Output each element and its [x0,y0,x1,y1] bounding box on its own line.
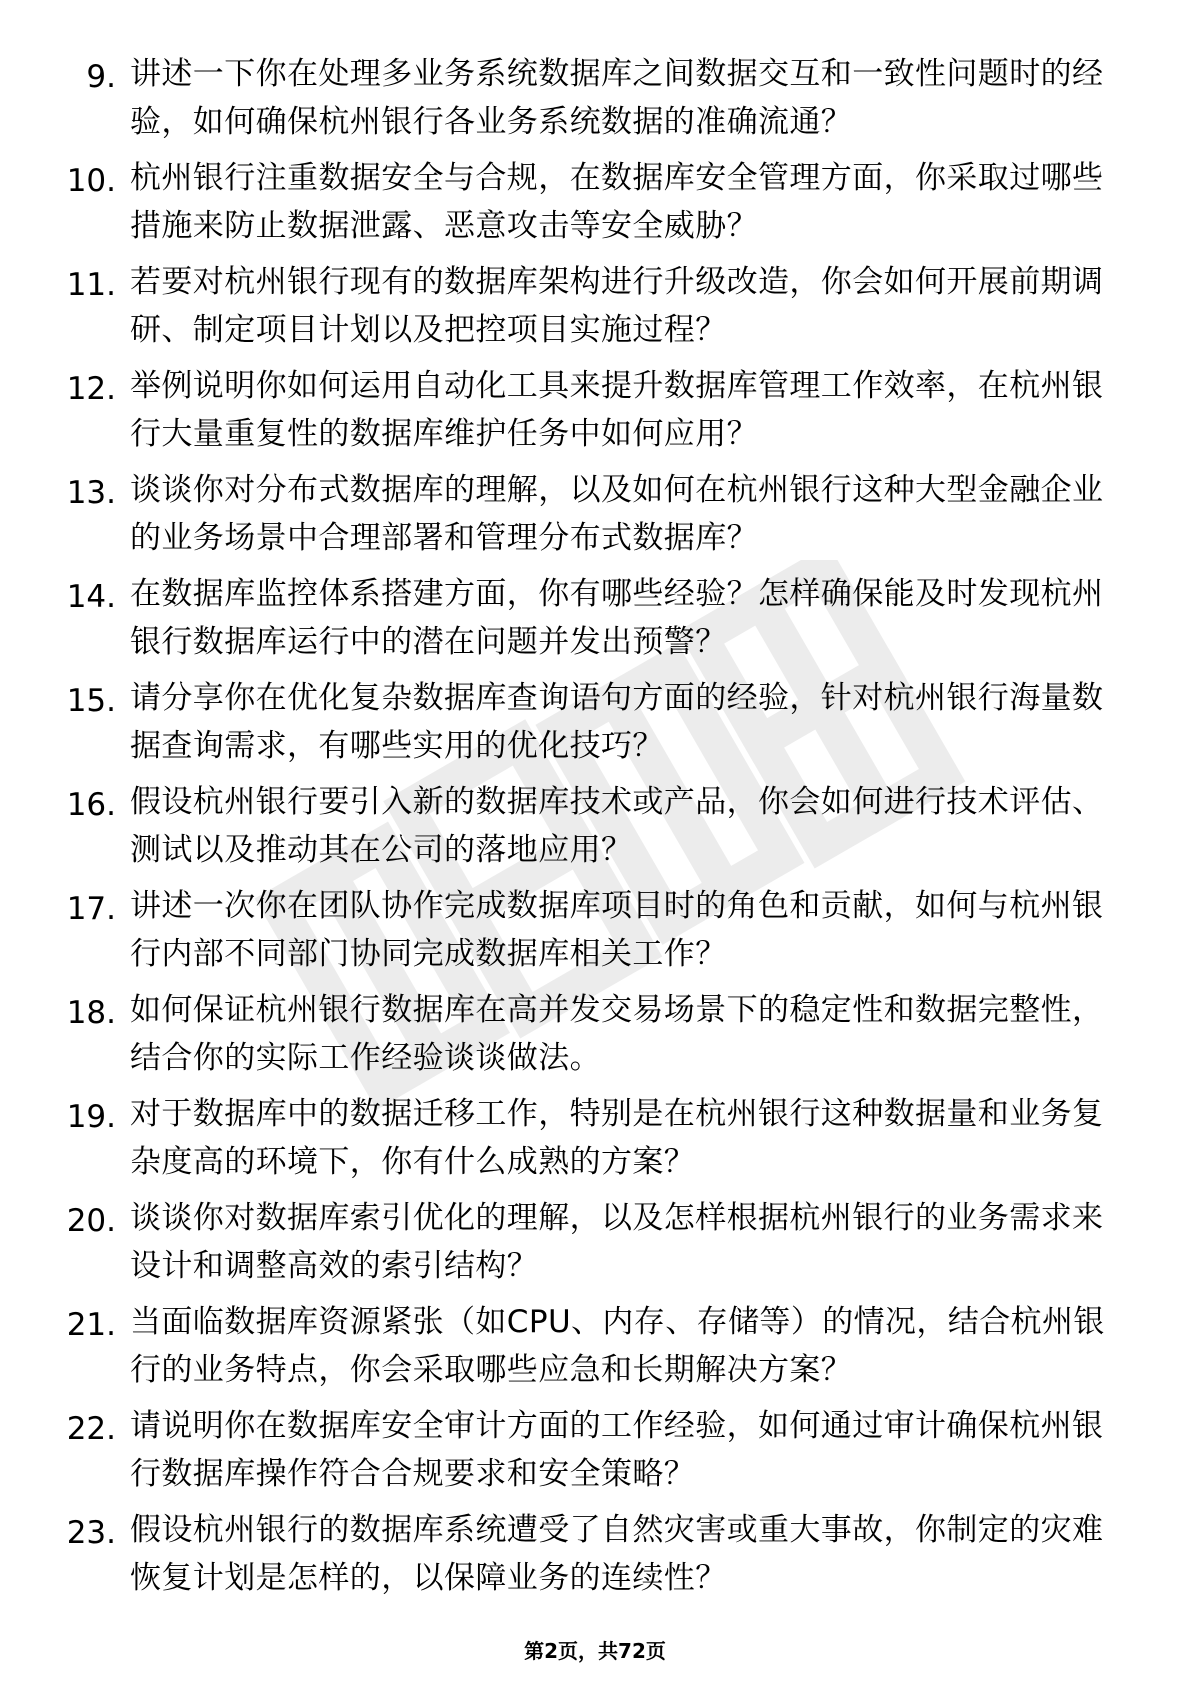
question-text: 对于数据库中的数据迁移工作，特别是在杭州银行这种数据量和业务复杂度高的环境下，你有什么成熟的方案？ [130,1096,1104,1180]
question-number: 18. [66,995,116,1031]
question-item [0,570,1190,674]
question-number: 9. [86,59,116,95]
question-text: 杭州银行注重数据安全与合规，在数据库安全管理方面，你采取过哪些措施来防止数据泄露、恶意攻击等安全威胁？ [130,160,1104,244]
question-text: 请分享你在优化复杂数据库查询语句方面的经验，针对杭州银行海量数据查询需求，有哪些实用的优化技巧？ [130,680,1104,764]
question-number: 13. [66,475,116,511]
question-item [0,986,1190,1090]
question-item [0,1402,1190,1506]
question-item [0,1090,1190,1194]
question-number: 14. [66,579,116,615]
question-number: 15. [66,683,116,719]
question-number: 12. [66,371,116,407]
question-text: 举例说明你如何运用自动化工具来提升数据库管理工作效率，在杭州银行大量重复性的数据库维护任务中如何应用？ [130,368,1104,452]
question-item [0,882,1190,986]
question-list [0,50,1190,1610]
question-text: 请说明你在数据库安全审计方面的工作经验，如何通过审计确保杭州银行数据库操作符合合规要求和安全策略？ [130,1408,1104,1492]
question-text: 假设杭州银行要引入新的数据库技术或产品，你会如何进行技术评估、测试以及推动其在公司的落地应用？ [130,784,1104,868]
question-item [0,1506,1190,1610]
question-item [0,258,1190,362]
question-item [0,362,1190,466]
question-number: 19. [66,1099,116,1135]
question-item [0,674,1190,778]
question-item [0,50,1190,154]
page-number: 第2页，共72页 [524,1639,666,1663]
question-item [0,154,1190,258]
question-text: 讲述一次你在团队协作完成数据库项目时的角色和贡献，如何与杭州银行内部不同部门协同完成数据库相关工作？ [130,888,1104,972]
question-number: 16. [66,787,116,823]
question-item [0,778,1190,882]
question-number: 11. [66,267,116,303]
question-text: 在数据库监控体系搭建方面，你有哪些经验？怎样确保能及时发现杭州银行数据库运行中的潜在问题并发出预警？ [130,576,1104,660]
question-text: 谈谈你对数据库索引优化的理解，以及怎样根据杭州银行的业务需求来设计和调整高效的索引结构？ [130,1200,1104,1284]
question-number: 10. [66,163,116,199]
question-text: 如何保证杭州银行数据库在高并发交易场景下的稳定性和数据完整性，结合你的实际工作经验谈谈做法。 [130,992,1104,1076]
question-item [0,1194,1190,1298]
question-text: 谈谈你对分布式数据库的理解，以及如何在杭州银行这种大型金融企业的业务场景中合理部署和管理分布式数据库？ [130,472,1104,556]
question-item [0,1298,1190,1402]
question-number: 20. [66,1203,116,1239]
question-number: 17. [66,891,116,927]
question-number: 23. [66,1515,116,1551]
question-text: 当面临数据库资源紧张（如CPU、内存、存储等）的情况，结合杭州银行的业务特点，你会采取哪些应急和长期解决方案？ [130,1304,1105,1388]
question-number: 22. [66,1411,116,1447]
question-number: 21. [66,1307,116,1343]
question-text: 若要对杭州银行现有的数据库架构进行升级改造，你会如何开展前期调研、制定项目计划以及把控项目实施过程？ [130,264,1104,348]
question-text: 讲述一下你在处理多业务系统数据库之间数据交互和一致性问题时的经验，如何确保杭州银行各业务系统数据的准确流通？ [130,56,1104,140]
question-item [0,466,1190,570]
question-text: 假设杭州银行的数据库系统遭受了自然灾害或重大事故，你制定的灾难恢复计划是怎样的，以保障业务的连续性？ [130,1512,1104,1596]
